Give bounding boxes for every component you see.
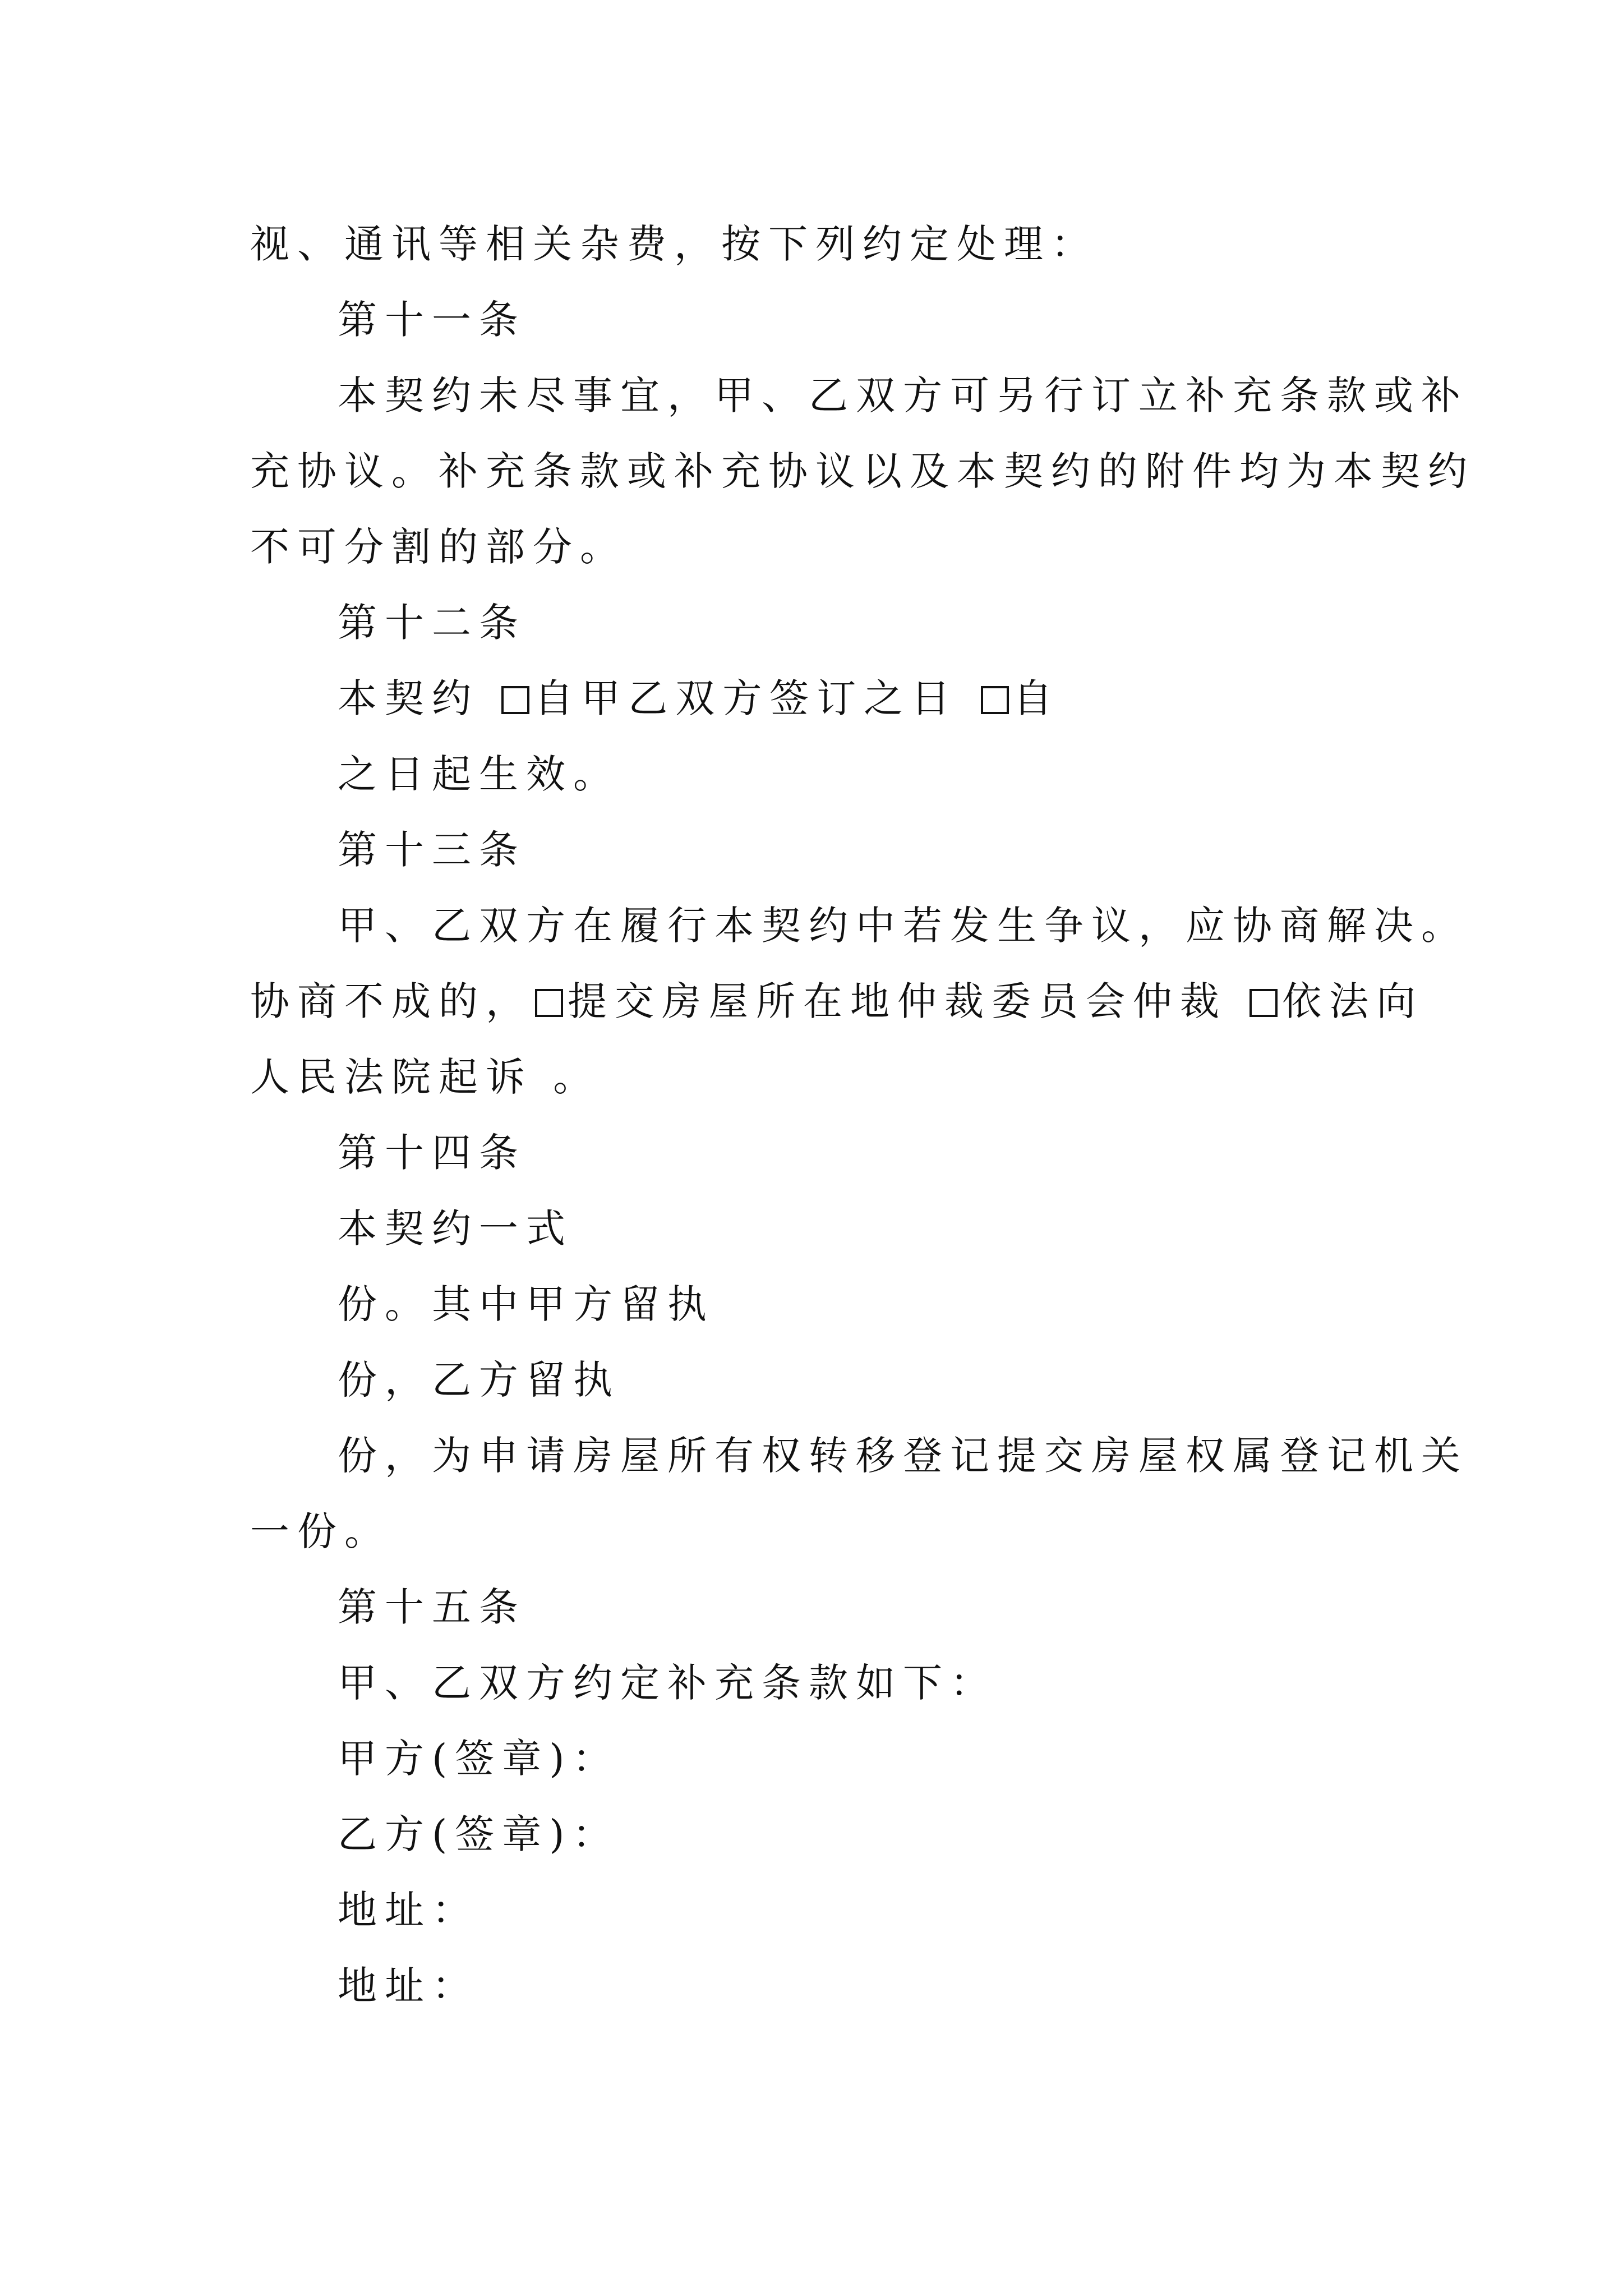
text-line: 人民法院起诉 。 [250,1054,601,1100]
text-line: 甲、乙双方约定补充条款如下： [338,1660,997,1706]
checkbox-square[interactable] [981,686,1009,714]
address-label: 地址： [338,1887,479,1933]
text-fragment: 协商不成的， [250,978,533,1024]
text-fragment: 依法向 [1282,978,1424,1024]
text-line: 甲、乙双方在履行本契约中若发生争议，应协商解决。 [338,903,1468,949]
signature-label-party-a: 甲方(签章)： [338,1736,620,1782]
text-line: 本契约未尽事宜，甲、乙双方可另行订立补充条款或补 [338,372,1468,418]
article-heading: 第十二条 [338,600,526,646]
text-line: 一份。 [250,1508,391,1554]
article-heading: 第十三条 [338,827,526,873]
article-heading: 第十五条 [338,1584,526,1630]
article-heading: 第十一条 [338,297,526,343]
text-line: 份，为申请房屋所有权转移登记提交房屋权属登记机关 [338,1433,1468,1479]
text-line: 份。其中甲方留执 [338,1281,714,1327]
text-line: 之日起生效。 [338,751,620,797]
text-line: 不可分割的部分。 [250,524,627,570]
text-fragment: 提交房屋所在地仲裁委员会仲裁 [568,978,1248,1024]
text-line: 本契约一式 [338,1205,573,1251]
checkbox-square[interactable] [501,686,529,714]
article-heading: 第十四条 [338,1130,526,1176]
text-fragment: 本契约 [338,675,500,721]
text-fragment: 自甲乙双方签订之日 [534,675,979,721]
text-line: 视、通讯等相关杂费，按下列约定处理： [250,221,1098,267]
address-label: 地址： [338,1963,479,2009]
text-line-with-checkboxes [338,673,1482,724]
checkbox-square[interactable] [535,989,563,1017]
checkbox-square[interactable] [1249,989,1278,1017]
text-fragment: 自 [1013,675,1061,721]
text-line: 充协议。补充条款或补充协议以及本契约的附件均为本契约 [250,448,1475,494]
text-line: 份，乙方留执 [338,1357,620,1403]
signature-label-party-b: 乙方(签章)： [338,1811,620,1857]
text-line-with-checkboxes [250,976,1424,1027]
